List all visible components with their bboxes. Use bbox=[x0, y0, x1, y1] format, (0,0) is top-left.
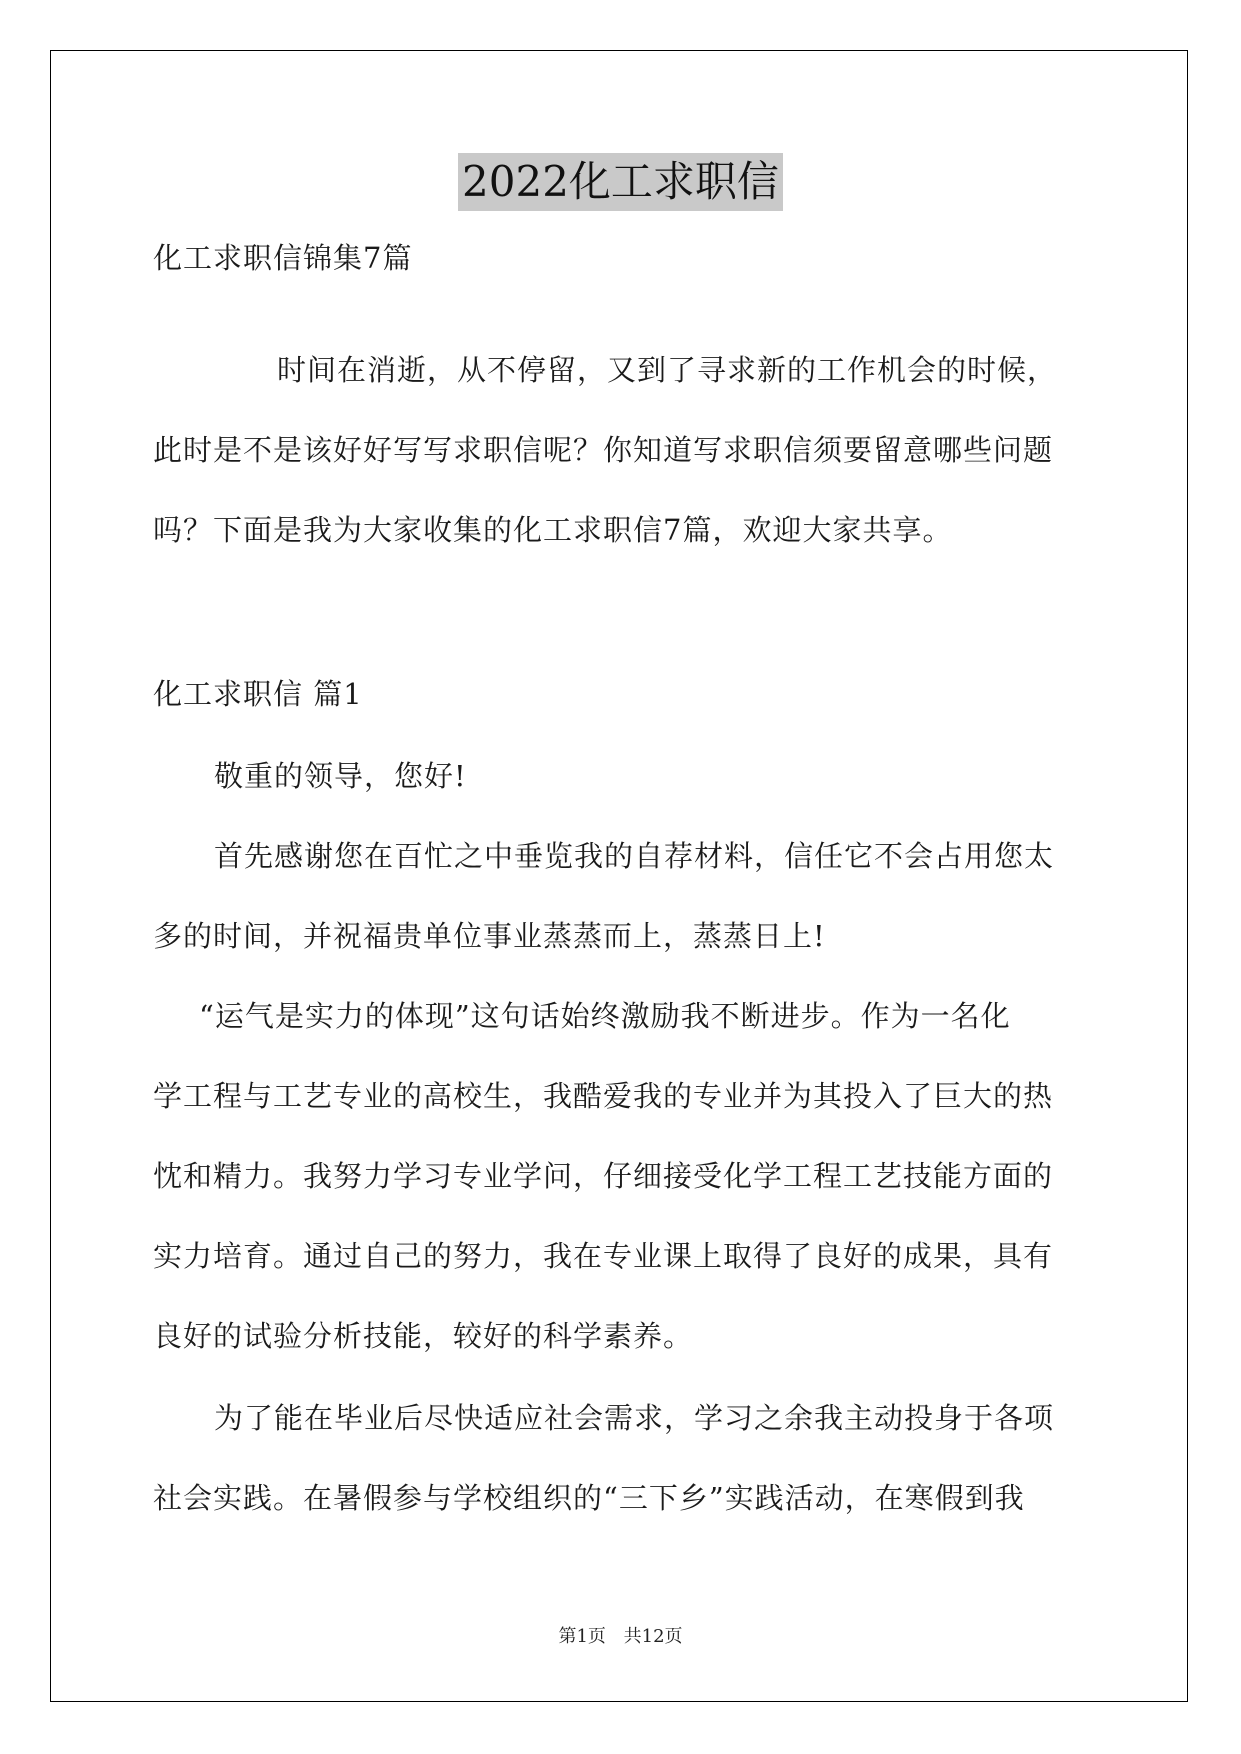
paragraph-line: “运气是实力的体现”这句话始终激励我不断进步。作为一名化 bbox=[199, 999, 1011, 1033]
title-container bbox=[0, 153, 1241, 211]
paragraph-line: 忱和精力。我努力学习专业学问，仔细接受化学工程工艺技能方面的 bbox=[153, 1159, 1054, 1193]
page-number: 第1页 bbox=[558, 1626, 606, 1647]
document-title: 2022化工求职信 bbox=[458, 153, 783, 211]
page-border bbox=[50, 50, 1188, 1702]
intro-line-3: 吗？下面是我为大家收集的化工求职信7篇，欢迎大家共享。 bbox=[153, 513, 953, 547]
subtitle-line: 化工求职信锦集7篇 bbox=[153, 241, 413, 275]
paragraph-line: 多的时间，并祝福贵单位事业蒸蒸而上，蒸蒸日上! bbox=[153, 919, 826, 953]
intro-line-2: 此时是不是该好好写写求职信呢？你知道写求职信须要留意哪些问题 bbox=[153, 433, 1054, 467]
page-total: 共12页 bbox=[623, 1626, 683, 1647]
paragraph-line: 为了能在毕业后尽快适应社会需求，学习之余我主动投身于各项 bbox=[214, 1401, 1055, 1435]
salutation-line: 敬重的领导，您好! bbox=[214, 759, 467, 793]
paragraph-line: 良好的试验分析技能，较好的科学素养。 bbox=[153, 1319, 694, 1353]
intro-line-1: 时间在消逝，从不停留，又到了寻求新的工作机会的时候， bbox=[277, 353, 1058, 387]
paragraph-line: 学工程与工艺专业的高校生，我酷爱我的专业并为其投入了巨大的热 bbox=[153, 1079, 1054, 1113]
page-footer bbox=[0, 1622, 1241, 1648]
paragraph-line: 首先感谢您在百忙之中垂览我的自荐材料，信任它不会占用您太 bbox=[214, 839, 1055, 873]
paragraph-line: 社会实践。在暑假参与学校组织的“三下乡”实践活动，在寒假到我 bbox=[153, 1481, 1025, 1515]
section-heading: 化工求职信 篇1 bbox=[153, 677, 363, 711]
paragraph-line: 实力培育。通过自己的努力，我在专业课上取得了良好的成果，具有 bbox=[153, 1239, 1054, 1273]
